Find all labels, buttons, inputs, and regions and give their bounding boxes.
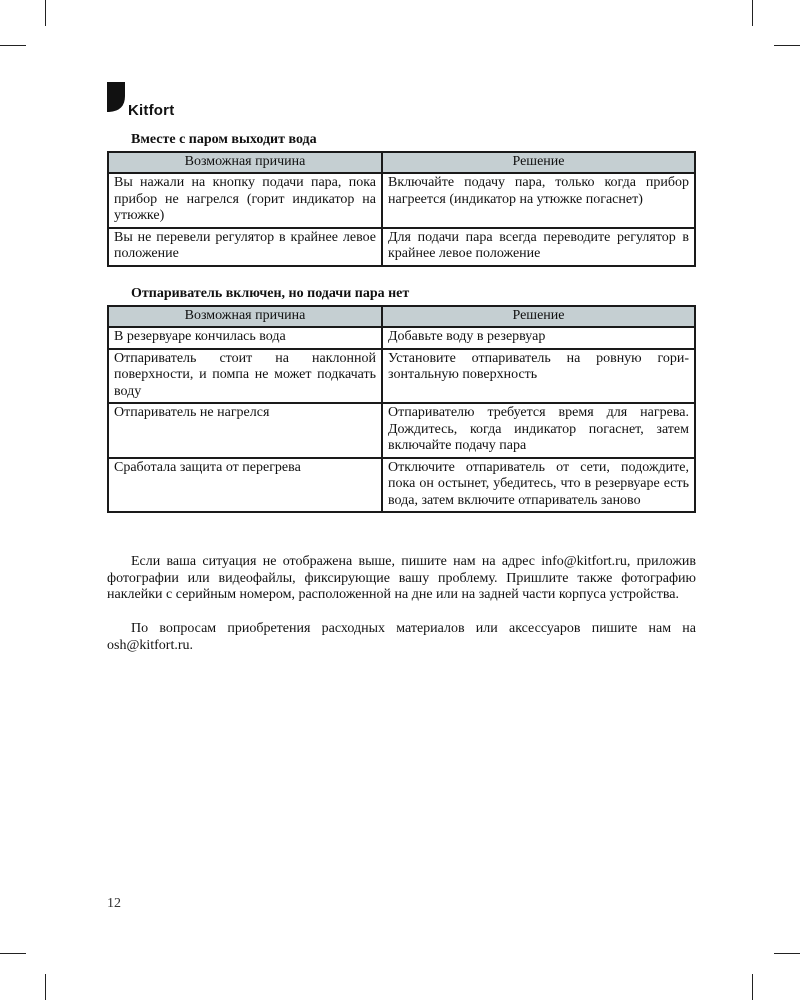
section-title: Отпариватель включен, но подачи пара нет xyxy=(131,286,410,301)
solution-cell: Для подачи пара всегда переводите регулятор в крайнее левое положение xyxy=(382,228,695,266)
column-header-cause: Возможная причина xyxy=(108,152,382,173)
section-title: Вместе с паром выходит вода xyxy=(131,132,317,147)
cause-cell: Отпариватель не нагрелся xyxy=(108,403,382,458)
troubleshooting-table xyxy=(107,305,696,513)
cause-cell: Сработала защита от перегрева xyxy=(108,458,382,513)
cause-cell: В резервуаре кончилась вода xyxy=(108,327,382,349)
crop-mark xyxy=(752,0,753,26)
contact-paragraph: Если ваша ситуация не отображена выше, пишите нам на адрес info@kitfort.ru, приложив фотографии или видеофайлы, фиксирующие вашу проблему. Пришлите также фотографию наклейки с серийным номером, расположенной на дне или на задней части корпуса устройства. xyxy=(107,554,696,602)
crop-mark xyxy=(752,974,753,1000)
crop-mark xyxy=(45,0,46,26)
solution-cell: Установите отпариватель на ровную горизонтальную поверхность xyxy=(382,349,695,404)
table-header-row xyxy=(108,306,695,327)
crop-mark xyxy=(0,45,26,46)
table-row xyxy=(108,349,695,404)
column-header-solution: Решение xyxy=(382,152,695,173)
solution-cell: Отпаривателю требуется время для нагрева. Дождитесь, когда индикатор погаснет, затем включайте подачу пара xyxy=(382,403,695,458)
column-header-cause: Возможная причина xyxy=(108,306,382,327)
accessories-paragraph: По вопросам приобретения расходных материалов или аксессуаров пишите нам на osh@kitfort.ru. xyxy=(107,621,696,653)
table-row xyxy=(108,228,695,266)
brand-name: Kitfort xyxy=(128,102,175,119)
table-row xyxy=(108,458,695,513)
page-number: 12 xyxy=(107,896,121,911)
table-row xyxy=(108,327,695,349)
crop-mark xyxy=(774,45,800,46)
solution-cell: Включайте подачу пара, только когда прибор нагреется (индикатор на утюжке погаснет) xyxy=(382,173,695,228)
solution-cell: Добавьте воду в резервуар xyxy=(382,327,695,349)
column-header-solution: Решение xyxy=(382,306,695,327)
kitfort-logo-icon xyxy=(105,80,127,114)
table-row xyxy=(108,173,695,228)
solution-cell: Отключите отпариватель от сети, подождите, пока он остынет, убедитесь, что в резервуаре есть вода, затем включите отпариватель заново xyxy=(382,458,695,513)
crop-mark xyxy=(0,953,26,954)
cause-cell: Вы нажали на кнопку подачи пара, пока прибор не нагрелся (горит индикатор на утюжке) xyxy=(108,173,382,228)
table-header-row xyxy=(108,152,695,173)
troubleshooting-table xyxy=(107,151,696,267)
cause-cell: Вы не перевели регулятор в крайнее левое положение xyxy=(108,228,382,266)
crop-mark xyxy=(45,974,46,1000)
table-row xyxy=(108,403,695,458)
cause-cell: Отпариватель стоит на наклонной поверхности, и помпа не может подкачать воду xyxy=(108,349,382,404)
crop-mark xyxy=(774,953,800,954)
